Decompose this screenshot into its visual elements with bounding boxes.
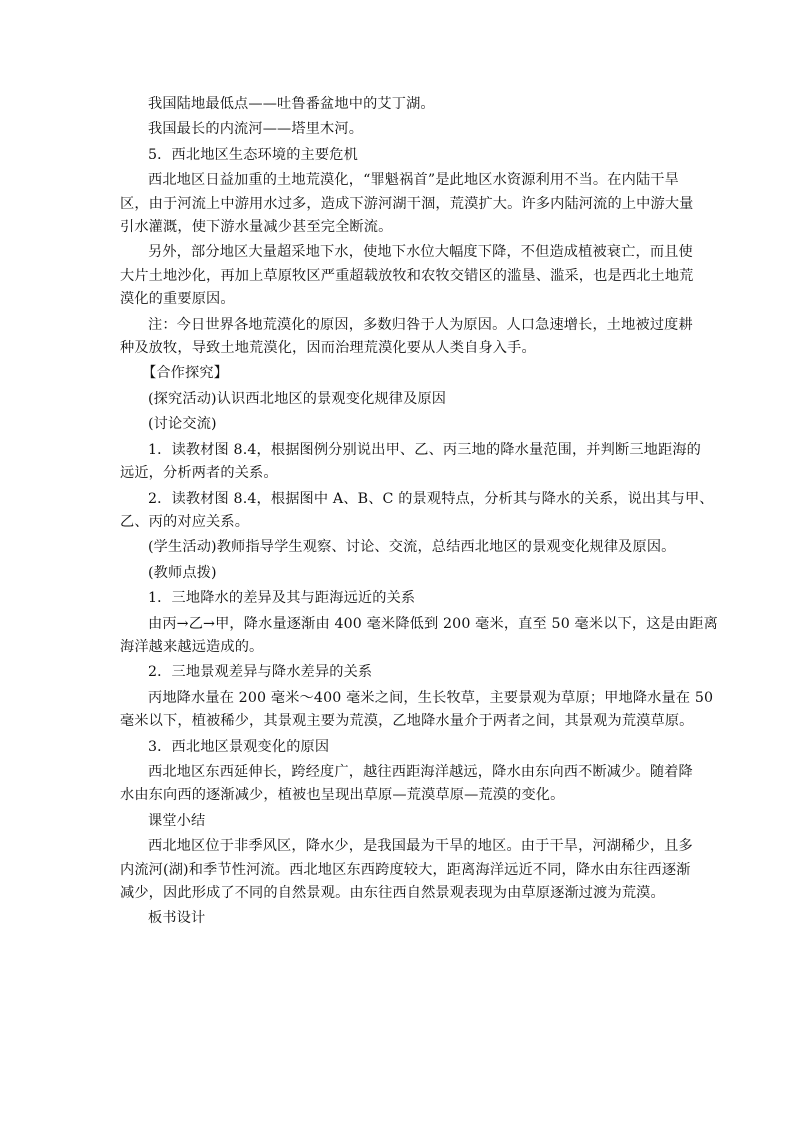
question-line: 2．读教材图 8.4，根据图中 A、B、C 的景观特点，分析其与降水的关系，说出其与甲、 — [148, 490, 714, 507]
summary-line: 西北地区位于非季风区，降水少，是我国最为干旱的地区。由于干旱，河湖稀少，且多 — [148, 838, 693, 855]
section-heading: 课堂小结 — [148, 812, 206, 829]
activity-label: (学生活动)教师指导学生观察、讨论、交流，总结西北地区的景观变化规律及原因。 — [148, 539, 676, 556]
text-line: 由丙→乙→甲，降水量逐渐由 400 毫米降低到 200 毫米，直至 50 毫米以下，这是由距离 — [148, 615, 718, 632]
text-line: 海洋越来越远造成的。 — [120, 638, 264, 655]
question-line: 乙、丙的对应关系。 — [120, 513, 250, 530]
text-line: 区，由于河流上中游用水过多，造成下游河湖干涸，荒漠扩大。许多内陆河流的上中游大量 — [120, 195, 694, 212]
text-line: 大片土地沙化，再加上草原牧区严重超载放牧和农牧交错区的滥垦、滥采，也是西北土地荒 — [120, 267, 694, 284]
section-heading: 【合作探究】 — [142, 365, 229, 382]
text-line: 丙地降水量在 200 毫米～400 毫米之间，生长牧草，主要景观为草原；甲地降水量在 50 — [148, 689, 714, 706]
section-heading: 板书设计 — [148, 910, 206, 927]
activity-label: (教师点拨) — [148, 564, 217, 581]
text-line: 我国最长的内流河——塔里木河。 — [148, 121, 364, 138]
question-line: 1．读教材图 8.4，根据图例分别说出甲、乙、丙三地的降水量范围，并判断三地距海的 — [148, 441, 702, 458]
activity-label: (讨论交流) — [148, 416, 217, 433]
text-line: 引水灌溉，使下游水量减少甚至完全断流。 — [120, 219, 393, 236]
text-line: 另外，部分地区大量超采地下水，使地下水位大幅度下降，不但造成植被衰亡，而且使 — [148, 244, 693, 261]
text-line: 我国陆地最低点——吐鲁番盆地中的艾丁湖。 — [148, 96, 435, 112]
text-line: 西北地区东西延伸长，跨经度广，越往西距海洋越远，降水由东向西不断减少。随着降 — [148, 763, 693, 780]
text-line: 水由东向西的逐渐减少，植被也呈现出草原—荒漠草原—荒漠的变化。 — [120, 787, 565, 804]
subheading: 2．三地景观差异与降水差异的关系 — [148, 664, 373, 681]
subheading: 1．三地降水的差异及其与距海远近的关系 — [148, 590, 416, 607]
subheading: 3．西北地区景观变化的原因 — [148, 738, 330, 755]
note-line: 注：今日世界各地荒漠化的原因，多数归咎于人为原因。人口急速增长，土地被过度耕 — [148, 316, 693, 333]
section-heading: 5．西北地区生态环境的主要危机 — [148, 146, 358, 163]
text-line: 漠化的重要原因。 — [120, 291, 235, 308]
text-line: 西北地区日益加重的土地荒漠化，“罪魁祸首”是此地区水资源利用不当。在内陆干旱 — [148, 172, 679, 189]
document-body — [120, 93, 718, 931]
summary-line: 内流河(湖)和季节性河流。西北地区东西跨度较大，距离海洋远近不同，降水由东往西逐渐 — [120, 861, 691, 878]
summary-line: 减少，因此形成了不同的自然景观。由东往西自然景观表现为由草原逐渐过渡为荒漠。 — [120, 885, 665, 901]
note-line: 种及放牧，导致土地荒漠化，因而治理荒漠化要从人类自身入手。 — [120, 340, 536, 357]
question-line: 远近，分析两者的关系。 — [120, 465, 278, 482]
text-line: 毫米以下，植被稀少，其景观主要为荒漠，乙地降水量介于两者之间，其景观为荒漠草原。 — [120, 713, 694, 730]
activity-label: (探究活动)认识西北地区的景观变化规律及原因 — [148, 390, 447, 407]
